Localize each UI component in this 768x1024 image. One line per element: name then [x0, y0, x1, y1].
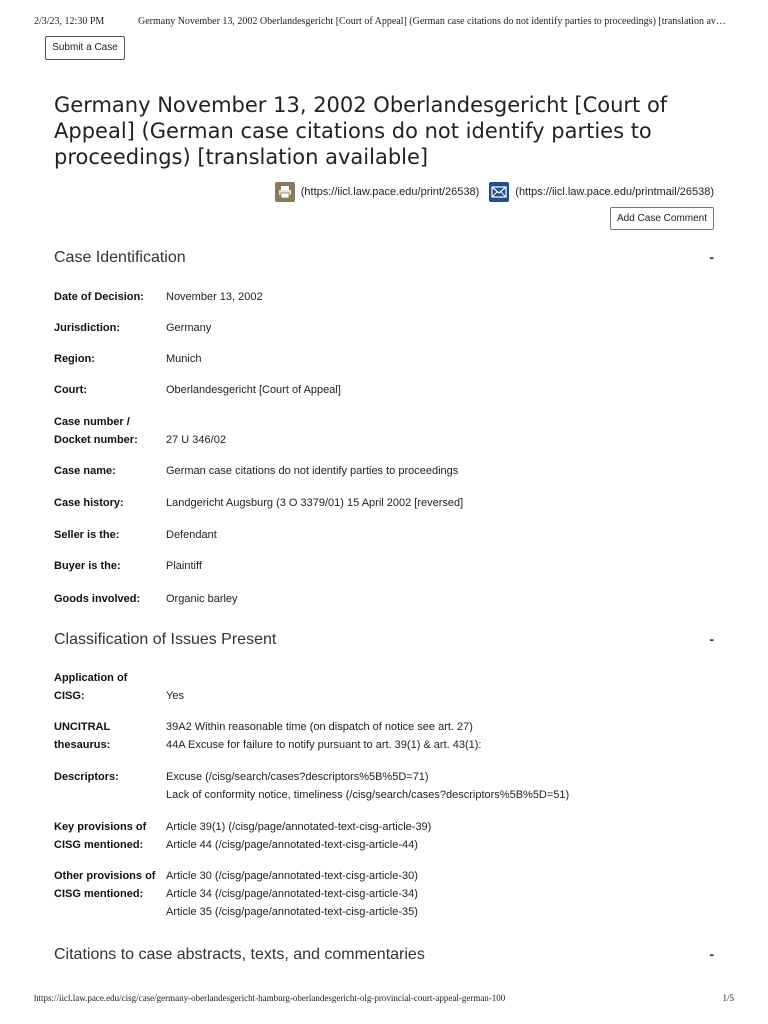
field-label-line: CISG mentioned:: [54, 888, 144, 900]
field-value: [166, 818, 706, 854]
field-value: 27 U 346/02: [166, 434, 226, 446]
field-label-line: CISG:: [54, 690, 85, 702]
field-label-line: Key provisions of: [54, 821, 147, 833]
field-value: Organic barley: [166, 593, 238, 605]
thesaurus-entry: 39A2 Within reasonable time (on dispatch of notice see art. 27): [166, 721, 473, 733]
printer-icon[interactable]: [275, 182, 295, 202]
print-footer: [34, 993, 734, 1003]
field-value: Yes: [166, 690, 184, 702]
page-number: 1/5: [722, 993, 734, 1003]
field-value: German case citations do not identify parties to proceedings: [166, 465, 459, 477]
section-title: Citations to case abstracts, texts, and commentaries: [54, 946, 425, 963]
section-classification[interactable]: [54, 631, 716, 649]
print-date: 2/3/23, 12:30 PM: [34, 16, 105, 27]
section-case-identification[interactable]: [54, 249, 716, 267]
print-title: Germany November 13, 2002 Oberlandesgericht [Court of Appeal] (German case citations do not identify parties to proceedings) [translation av…: [138, 16, 726, 27]
field-label-line: Case number /: [54, 416, 130, 428]
print-footer-url: https://iicl.law.pace.edu/cisg/case/germany-oberlandesgericht-hamburg-oberlandesgericht-olg-provincial-court-appeal-german-100: [34, 993, 506, 1003]
field-label: Case name:: [54, 465, 116, 477]
print-link[interactable]: (https://iicl.law.pace.edu/print/26538): [300, 186, 480, 198]
provision-link[interactable]: Article 39(1) (/cisg/page/annotated-text-cisg-article-39): [166, 821, 432, 833]
field-label: [54, 867, 164, 903]
field-value: Plaintiff: [166, 560, 202, 572]
page-title: Germany November 13, 2002 Oberlandesgericht [Court of Appeal] (German case citations do not identify parties to proceedings) [translation available]: [54, 93, 668, 169]
print-header: [34, 16, 754, 27]
provision-link[interactable]: Article 35 (/cisg/page/annotated-text-cisg-article-35): [166, 906, 418, 918]
section-title: Classification of Issues Present: [54, 631, 277, 648]
add-case-comment-button[interactable]: Add Case Comment: [610, 207, 714, 230]
provision-link[interactable]: Article 44 (/cisg/page/annotated-text-cisg-article-44): [166, 839, 418, 851]
field-label: Descriptors:: [54, 771, 119, 783]
field-label: Region:: [54, 353, 95, 365]
envelope-icon[interactable]: [489, 182, 509, 202]
field-label: [54, 818, 164, 854]
submit-case-button[interactable]: Submit a Case: [45, 36, 125, 60]
field-label: Jurisdiction:: [54, 322, 121, 334]
field-label: Date of Decision:: [54, 291, 144, 303]
field-value: Landgericht Augsburg (3 O 3379/01) 15 April 2002 [reversed]: [166, 497, 464, 509]
field-label-line: UNCITRAL: [54, 721, 111, 733]
collapse-toggle[interactable]: -: [709, 946, 714, 962]
field-label-line: Application of: [54, 672, 128, 684]
field-label: Court:: [54, 384, 87, 396]
field-label-line: Other provisions of: [54, 870, 156, 882]
field-value: Defendant: [166, 529, 217, 541]
provision-link[interactable]: Article 34 (/cisg/page/annotated-text-cisg-article-34): [166, 888, 418, 900]
field-value: November 13, 2002: [166, 291, 263, 303]
field-label-line: thesaurus:: [54, 739, 111, 751]
field-label: Case history:: [54, 497, 124, 509]
field-label: [54, 669, 164, 705]
provision-link[interactable]: Article 30 (/cisg/page/annotated-text-cisg-article-30): [166, 870, 418, 882]
share-links: [275, 180, 714, 204]
thesaurus-entry: 44A Excuse for failure to notify pursuant to art. 39(1) & art. 43(1):: [166, 739, 482, 751]
field-value: Oberlandesgericht [Court of Appeal]: [166, 384, 341, 396]
field-value: [166, 718, 706, 754]
collapse-toggle[interactable]: -: [709, 631, 714, 647]
field-label-line: Docket number:: [54, 434, 138, 446]
collapse-toggle[interactable]: -: [709, 249, 714, 265]
descriptor-link[interactable]: Lack of conformity notice, timeliness (/cisg/search/cases?descriptors%5B%5D=51): [166, 789, 570, 801]
field-label: Seller is the:: [54, 529, 120, 541]
field-value: Munich: [166, 353, 202, 365]
descriptor-link[interactable]: Excuse (/cisg/search/cases?descriptors%5B%5D=71): [166, 771, 429, 783]
field-value: [166, 867, 706, 921]
field-label: [54, 413, 164, 449]
field-label: Goods involved:: [54, 593, 141, 605]
field-label: [54, 718, 164, 754]
section-title: Case Identification: [54, 249, 186, 266]
field-value: [166, 768, 706, 804]
field-value: Germany: [166, 322, 212, 334]
printmail-link[interactable]: (https://iicl.law.pace.edu/printmail/26538): [515, 186, 714, 198]
field-label-line: CISG mentioned:: [54, 839, 144, 851]
field-label: Buyer is the:: [54, 560, 121, 572]
section-citations[interactable]: [54, 946, 716, 964]
